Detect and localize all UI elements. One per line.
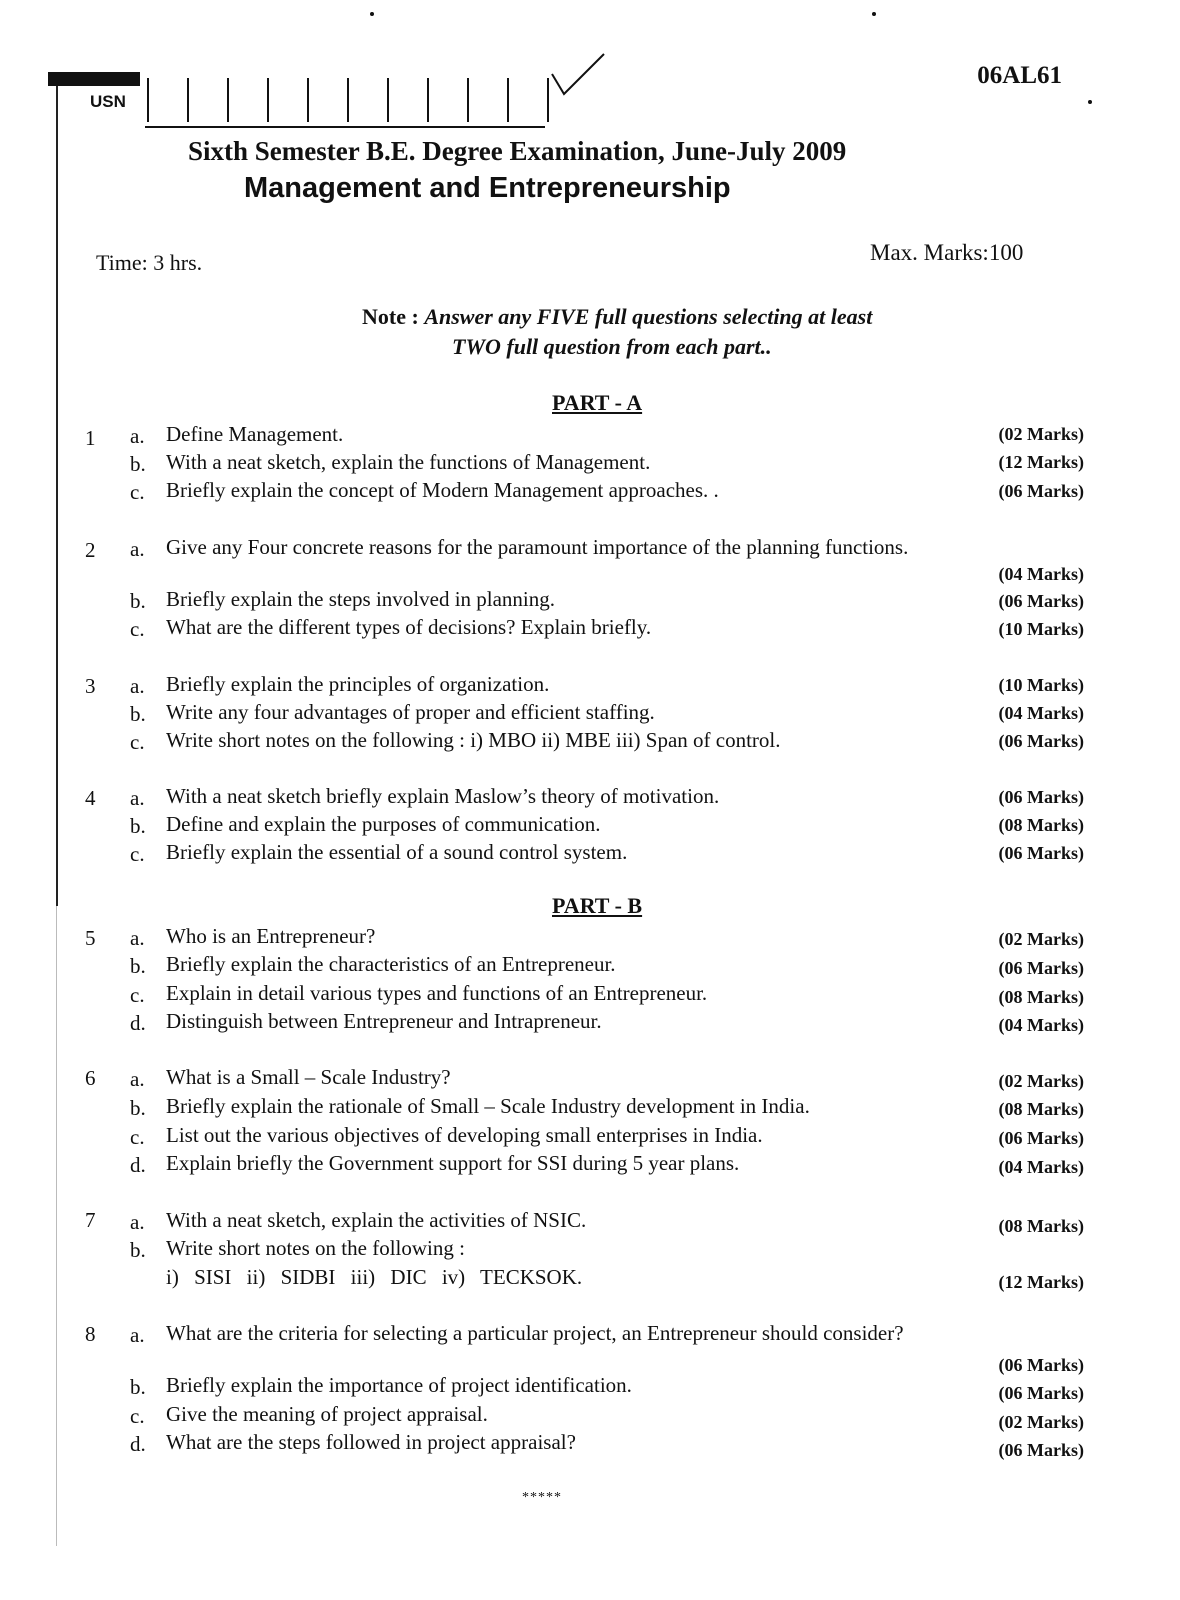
sub-label: b.	[130, 589, 146, 613]
marks: (02 Marks)	[998, 929, 1084, 949]
question-text: Give the meaning of project appraisal.	[166, 1402, 488, 1426]
usn-cell	[347, 78, 387, 122]
question-number: 8	[85, 1322, 96, 1346]
sub-label: b.	[130, 452, 146, 476]
marks: (04 Marks)	[998, 1015, 1084, 1035]
paper-code: 06AL61	[977, 62, 1062, 89]
question-text: Briefly explain the essential of a sound control system.	[166, 840, 628, 864]
sub-label: d.	[130, 1011, 146, 1035]
sub-label: c.	[130, 842, 145, 866]
question-text: Briefly explain the principles of organization.	[166, 672, 550, 696]
sub-label: a.	[130, 1210, 145, 1234]
question-number: 7	[85, 1208, 96, 1232]
marks: (06 Marks)	[998, 1128, 1084, 1148]
question-text: Distinguish between Entrepreneur and Intrapreneur.	[166, 1009, 602, 1033]
sub-label: c.	[130, 617, 145, 641]
sub-label: c.	[130, 480, 145, 504]
sub-label: b.	[130, 814, 146, 838]
usn-cell	[147, 78, 187, 122]
max-marks: Max. Marks:100	[870, 240, 1024, 265]
usn-cell	[187, 78, 227, 122]
sub-label: a.	[130, 926, 145, 950]
usn-cell	[267, 78, 307, 122]
scan-corner-mark	[48, 72, 140, 86]
note-text-1: Answer any FIVE full questions selecting at least	[424, 304, 873, 329]
usn-cell	[227, 78, 267, 122]
marks: (08 Marks)	[998, 1216, 1084, 1236]
marks: (06 Marks)	[998, 1355, 1084, 1375]
checkmark-icon	[548, 50, 608, 100]
usn-cell	[307, 78, 347, 122]
part-b-heading: PART - B	[552, 893, 643, 918]
question-number: 6	[85, 1066, 96, 1090]
usn-cell	[427, 78, 467, 122]
marks: (06 Marks)	[998, 843, 1084, 863]
question-text: What is a Small – Scale Industry?	[166, 1065, 451, 1089]
question-text: Briefly explain the characteristics of an Entrepreneur.	[166, 952, 616, 976]
marks: (06 Marks)	[998, 591, 1084, 611]
marks: (10 Marks)	[998, 619, 1084, 639]
marks: (12 Marks)	[998, 1272, 1084, 1292]
part-a-heading: PART - A	[552, 390, 643, 415]
margin-line	[56, 76, 58, 906]
marks: (06 Marks)	[998, 787, 1084, 807]
question-text: What are the different types of decisions? Explain briefly.	[166, 615, 652, 639]
question-text: Briefly explain the rationale of Small – Scale Industry development in India.	[166, 1094, 810, 1118]
question-text: Write any four advantages of proper and efficient staffing.	[166, 700, 655, 724]
sub-label: b.	[130, 1375, 146, 1399]
marks: (08 Marks)	[998, 815, 1084, 835]
note-line-2: TWO full question from each part..	[452, 334, 772, 359]
sub-label: c.	[130, 1125, 145, 1149]
marks: (06 Marks)	[998, 958, 1084, 978]
usn-cell	[387, 78, 427, 122]
sub-label: d.	[130, 1432, 146, 1456]
marks: (06 Marks)	[998, 481, 1084, 501]
sub-label: b.	[130, 1096, 146, 1120]
scan-speck	[872, 12, 876, 16]
sub-label: b.	[130, 702, 146, 726]
sub-label: a.	[130, 537, 145, 561]
question-text: Define Management.	[166, 422, 344, 446]
question-text: Define and explain the purposes of communication.	[166, 812, 601, 836]
marks: (06 Marks)	[998, 731, 1084, 751]
usn-cells	[147, 72, 549, 126]
sub-label: c.	[130, 983, 145, 1007]
marks: (10 Marks)	[998, 675, 1084, 695]
question-text: Briefly explain the importance of project identification.	[166, 1373, 632, 1397]
question-text: With a neat sketch, explain the activities of NSIC.	[166, 1208, 587, 1232]
marks: (12 Marks)	[998, 452, 1084, 472]
marks: (08 Marks)	[998, 987, 1084, 1007]
marks: (02 Marks)	[998, 1071, 1084, 1091]
question-text: List out the various objectives of developing small enterprises in India.	[166, 1123, 763, 1147]
question-text: Give any Four concrete reasons for the paramount importance of the planning functions.	[166, 535, 909, 559]
question-text: Explain in detail various types and functions of an Entrepreneur.	[166, 981, 708, 1005]
marks: (04 Marks)	[998, 1157, 1084, 1177]
sub-label: b.	[130, 954, 146, 978]
note-line-1	[362, 304, 872, 330]
question-text: Write short notes on the following : i) MBO ii) MBE iii) Span of control.	[166, 728, 781, 752]
usn-underline	[145, 126, 545, 128]
question-text: Write short notes on the following :	[166, 1236, 465, 1260]
question-number: 5	[85, 926, 96, 950]
sub-label: b.	[130, 1238, 146, 1262]
question-text: Briefly explain the concept of Modern Management approaches. .	[166, 478, 719, 502]
subject-title: Management and Entrepreneurship	[244, 172, 731, 204]
marks: (06 Marks)	[998, 1440, 1084, 1460]
question-text: Briefly explain the steps involved in planning.	[166, 587, 556, 611]
sub-label: a.	[130, 1067, 145, 1091]
sub-label: a.	[130, 424, 145, 448]
sub-label: c.	[130, 730, 145, 754]
exam-title: Sixth Semester B.E. Degree Examination, June-July 2009	[188, 136, 847, 166]
question-number: 3	[85, 674, 96, 698]
question-text: Explain briefly the Government support for SSI during 5 year plans.	[166, 1151, 740, 1175]
margin-line-faint	[56, 906, 57, 1546]
sub-label: c.	[130, 1404, 145, 1428]
marks: (02 Marks)	[998, 1412, 1084, 1432]
question-text: What are the criteria for selecting a particular project, an Entrepreneur should consider?	[166, 1321, 904, 1345]
usn-label: USN	[90, 92, 126, 111]
sub-label: a.	[130, 1323, 145, 1347]
usn-cell	[467, 78, 507, 122]
marks: (06 Marks)	[998, 1383, 1084, 1403]
question-text: i) SISI ii) SIDBI iii) DIC iv) TECKSOK.	[166, 1265, 583, 1289]
question-text: Who is an Entrepreneur?	[166, 924, 376, 948]
sub-label: a.	[130, 786, 145, 810]
time-duration: Time: 3 hrs.	[96, 250, 203, 275]
question-number: 4	[85, 786, 96, 810]
sub-label: d.	[130, 1153, 146, 1177]
question-number: 2	[85, 538, 96, 562]
question-text: With a neat sketch, explain the functions of Management.	[166, 450, 651, 474]
marks: (02 Marks)	[998, 424, 1084, 444]
marks: (04 Marks)	[998, 703, 1084, 723]
scan-speck	[1088, 100, 1092, 104]
usn-cell	[507, 78, 549, 122]
question-text: What are the steps followed in project appraisal?	[166, 1430, 576, 1454]
question-text: With a neat sketch briefly explain Maslow’s theory of motivation.	[166, 784, 720, 808]
marks: (04 Marks)	[998, 564, 1084, 584]
marks: (08 Marks)	[998, 1099, 1084, 1119]
end-stars: *****	[522, 1490, 562, 1505]
question-number: 1	[85, 426, 96, 450]
note-label: Note :	[362, 304, 419, 329]
sub-label: a.	[130, 674, 145, 698]
scan-speck	[370, 12, 374, 16]
